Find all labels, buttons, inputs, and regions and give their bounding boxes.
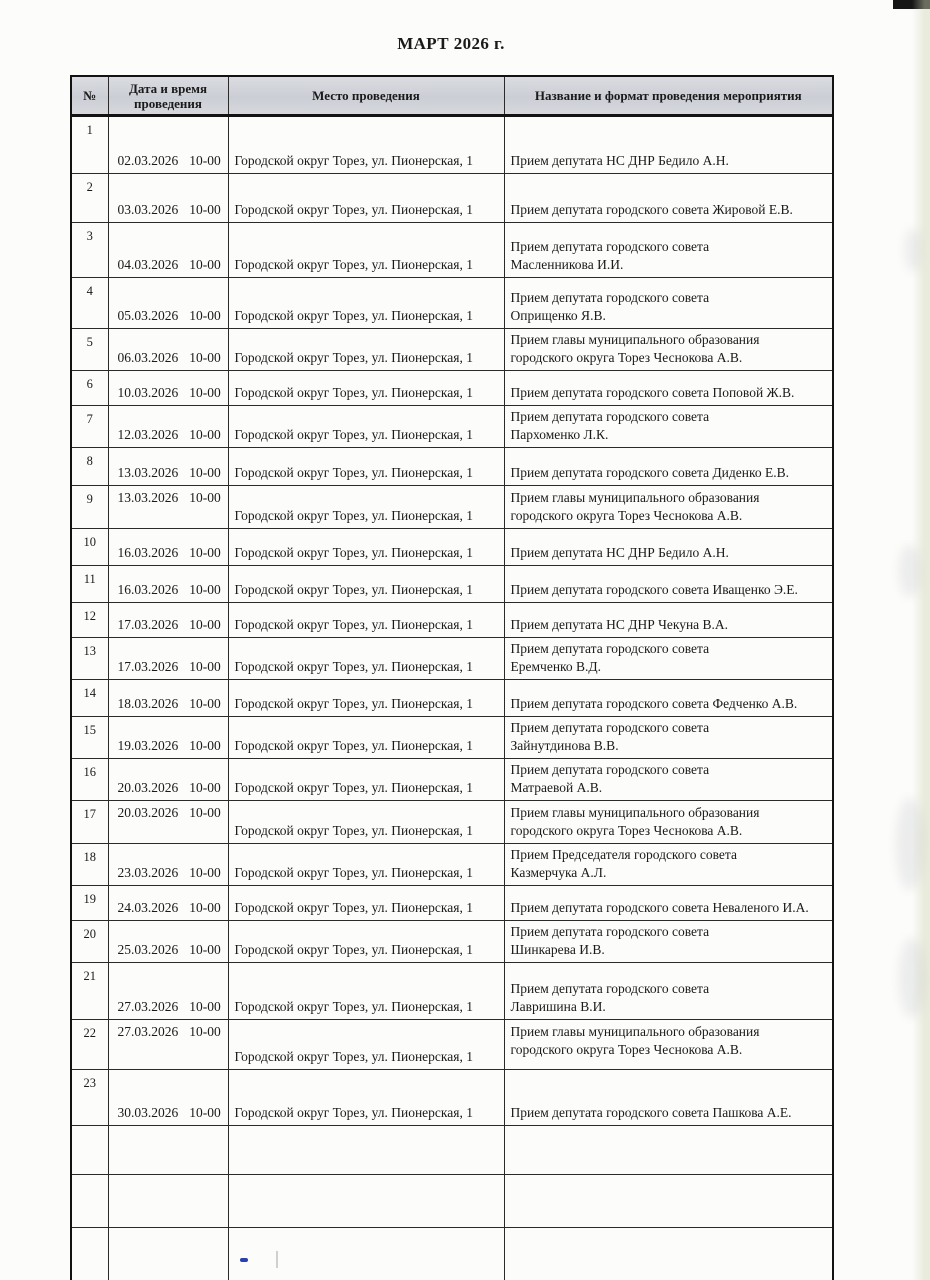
table-row [71, 921, 833, 963]
table-row [71, 638, 833, 680]
row-event-cell: Прием депутата городского совета Пашкова А.Е. [504, 1070, 833, 1126]
scan-artifact-corner-bar [893, 0, 930, 9]
row-event-cell: Прием депутата НС ДНР Чекуна В.А. [504, 603, 833, 638]
table-row [71, 566, 833, 603]
table-row [71, 448, 833, 486]
col-header-place: Место проведения [228, 76, 504, 116]
row-event-cell: Прием депутата городского совета Пархоменко Л.К. [504, 406, 833, 448]
row-place-cell: Городской округ Торез, ул. Пионерская, 1 [228, 1070, 504, 1126]
row-datetime-cell: 16.03.2026 10-00 [108, 529, 228, 566]
col-header-number: № [71, 76, 108, 116]
row-event-cell: Прием депутата городского совета Лавришина В.И. [504, 963, 833, 1020]
row-number-cell: 20 [71, 921, 108, 963]
row-number-cell: 13 [71, 638, 108, 680]
table-row [71, 1228, 833, 1280]
row-event-cell: Прием главы муниципального образования городского округа Торез Чеснокова А.В. [504, 486, 833, 529]
row-place-cell [228, 1228, 504, 1280]
row-number-cell: 10 [71, 529, 108, 566]
row-place-cell: Городской округ Торез, ул. Пионерская, 1 [228, 801, 504, 844]
row-place-cell: Городской округ Торез, ул. Пионерская, 1 [228, 963, 504, 1020]
row-datetime-cell: 27.03.2026 10-00 [108, 963, 228, 1020]
table-row [71, 223, 833, 278]
row-place-cell: Городской округ Торез, ул. Пионерская, 1 [228, 174, 504, 223]
row-event-cell [504, 1228, 833, 1280]
row-event-cell: Прием главы муниципального образования городского округа Торез Чеснокова А.В. [504, 801, 833, 844]
scan-smudge [899, 545, 921, 597]
row-datetime-cell: 12.03.2026 10-00 [108, 406, 228, 448]
table-row [71, 174, 833, 223]
row-place-cell: Городской округ Торез, ул. Пионерская, 1 [228, 371, 504, 406]
table-row [71, 1070, 833, 1126]
table-row [71, 759, 833, 801]
schedule-table [70, 75, 834, 1280]
table-row [71, 603, 833, 638]
row-datetime-cell: 24.03.2026 10-00 [108, 886, 228, 921]
row-event-cell: Прием Председателя городского совета Казмерчука А.Л. [504, 844, 833, 886]
row-number-cell: 18 [71, 844, 108, 886]
row-number-cell: 9 [71, 486, 108, 529]
row-event-cell: Прием депутата городского совета Иващенко Э.Е. [504, 566, 833, 603]
row-event-cell: Прием депутата городского совета Еремченко В.Д. [504, 638, 833, 680]
header-row [71, 76, 833, 116]
row-datetime-cell: 27.03.2026 10-00 [108, 1020, 228, 1070]
row-number-cell: 14 [71, 680, 108, 717]
row-event-cell: Прием главы муниципального образования городского округа Торез Чеснокова А.В. [504, 329, 833, 371]
col-header-event: Название и формат проведения мероприятия [504, 76, 833, 116]
row-place-cell [228, 1175, 504, 1228]
row-datetime-cell [108, 1126, 228, 1175]
table-row [71, 1126, 833, 1175]
row-event-cell: Прием депутата городского совета Зайнутдинова В.В. [504, 717, 833, 759]
row-event-cell: Прием депутата НС ДНР Бедило А.Н. [504, 116, 833, 174]
row-datetime-cell: 13.03.2026 10-00 [108, 486, 228, 529]
row-datetime-cell: 13.03.2026 10-00 [108, 448, 228, 486]
row-place-cell [228, 1126, 504, 1175]
row-place-cell: Городской округ Торез, ул. Пионерская, 1 [228, 278, 504, 329]
table-row [71, 680, 833, 717]
table-row [71, 486, 833, 529]
row-number-cell: 7 [71, 406, 108, 448]
row-datetime-cell: 25.03.2026 10-00 [108, 921, 228, 963]
row-place-cell: Городской округ Торез, ул. Пионерская, 1 [228, 759, 504, 801]
page-title: МАРТ 2026 г. [397, 34, 505, 53]
row-datetime-cell: 10.03.2026 10-00 [108, 371, 228, 406]
row-datetime-cell [108, 1228, 228, 1280]
table-row [71, 406, 833, 448]
row-datetime-cell: 20.03.2026 10-00 [108, 801, 228, 844]
table-row [71, 371, 833, 406]
row-number-cell [71, 1175, 108, 1228]
row-place-cell: Городской округ Торез, ул. Пионерская, 1 [228, 406, 504, 448]
row-number-cell [71, 1228, 108, 1280]
table-row [71, 717, 833, 759]
row-datetime-cell: 20.03.2026 10-00 [108, 759, 228, 801]
table-row [71, 886, 833, 921]
row-place-cell: Городской округ Торез, ул. Пионерская, 1 [228, 921, 504, 963]
row-place-cell: Городской округ Торез, ул. Пионерская, 1 [228, 603, 504, 638]
row-event-cell [504, 1175, 833, 1228]
row-number-cell: 21 [71, 963, 108, 1020]
scan-edge-tint [912, 0, 930, 1280]
row-event-cell: Прием депутата городского совета Матраевой А.В. [504, 759, 833, 801]
row-datetime-cell: 04.03.2026 10-00 [108, 223, 228, 278]
row-place-cell: Городской округ Торез, ул. Пионерская, 1 [228, 638, 504, 680]
row-number-cell: 6 [71, 371, 108, 406]
row-datetime-cell: 17.03.2026 10-00 [108, 603, 228, 638]
row-datetime-cell: 03.03.2026 10-00 [108, 174, 228, 223]
row-place-cell: Городской округ Торез, ул. Пионерская, 1 [228, 1020, 504, 1070]
row-datetime-cell: 23.03.2026 10-00 [108, 844, 228, 886]
row-place-cell: Городской округ Торез, ул. Пионерская, 1 [228, 529, 504, 566]
table-row [71, 329, 833, 371]
row-place-cell: Городской округ Торез, ул. Пионерская, 1 [228, 116, 504, 174]
row-place-cell: Городской округ Торез, ул. Пионерская, 1 [228, 448, 504, 486]
row-number-cell: 11 [71, 566, 108, 603]
row-event-cell [504, 1126, 833, 1175]
row-event-cell: Прием депутата городского совета Диденко Е.В. [504, 448, 833, 486]
table-row [71, 116, 833, 174]
row-number-cell: 3 [71, 223, 108, 278]
row-number-cell: 17 [71, 801, 108, 844]
table-header [71, 76, 833, 116]
row-event-cell: Прием главы муниципального образования городского округа Торез Чеснокова А.В. [504, 1020, 833, 1070]
row-datetime-cell: 17.03.2026 10-00 [108, 638, 228, 680]
row-place-cell: Городской округ Торез, ул. Пионерская, 1 [228, 680, 504, 717]
row-datetime-cell: 18.03.2026 10-00 [108, 680, 228, 717]
row-number-cell: 19 [71, 886, 108, 921]
row-event-cell: Прием депутата городского совета Федченко А.В. [504, 680, 833, 717]
table-row [71, 278, 833, 329]
row-number-cell: 23 [71, 1070, 108, 1126]
row-datetime-cell: 16.03.2026 10-00 [108, 566, 228, 603]
row-event-cell: Прием депутата городского совета Неваленого И.А. [504, 886, 833, 921]
table-row [71, 1020, 833, 1070]
row-place-cell: Городской округ Торез, ул. Пионерская, 1 [228, 886, 504, 921]
scan-smudge [896, 798, 924, 890]
row-number-cell: 2 [71, 174, 108, 223]
row-event-cell: Прием депутата городского совета Шинкарева И.В. [504, 921, 833, 963]
row-datetime-cell: 30.03.2026 10-00 [108, 1070, 228, 1126]
row-place-cell: Городской округ Торез, ул. Пионерская, 1 [228, 329, 504, 371]
row-event-cell: Прием депутата городского совета Поповой Ж.В. [504, 371, 833, 406]
row-place-cell: Городской округ Торез, ул. Пионерская, 1 [228, 844, 504, 886]
row-event-cell: Прием депутата НС ДНР Бедило А.Н. [504, 529, 833, 566]
row-datetime-cell: 02.03.2026 10-00 [108, 116, 228, 174]
table-row [71, 1175, 833, 1228]
row-number-cell: 12 [71, 603, 108, 638]
row-event-cell: Прием депутата городского совета Масленникова И.И. [504, 223, 833, 278]
row-number-cell: 4 [71, 278, 108, 329]
row-number-cell: 5 [71, 329, 108, 371]
row-number-cell: 16 [71, 759, 108, 801]
row-datetime-cell [108, 1175, 228, 1228]
scan-smudge [905, 228, 921, 272]
row-event-cell: Прием депутата городского совета Жировой Е.В. [504, 174, 833, 223]
row-event-cell: Прием депутата городского совета Оприщенко Я.В. [504, 278, 833, 329]
table-row [71, 801, 833, 844]
row-datetime-cell: 19.03.2026 10-00 [108, 717, 228, 759]
row-number-cell: 22 [71, 1020, 108, 1070]
row-place-cell: Городской округ Торез, ул. Пионерская, 1 [228, 486, 504, 529]
row-datetime-cell: 06.03.2026 10-00 [108, 329, 228, 371]
row-number-cell: 1 [71, 116, 108, 174]
table-body [71, 116, 833, 1280]
row-datetime-cell: 05.03.2026 10-00 [108, 278, 228, 329]
col-header-datetime: Дата и время проведения [108, 76, 228, 116]
row-number-cell: 15 [71, 717, 108, 759]
table-row [71, 844, 833, 886]
row-number-cell: 8 [71, 448, 108, 486]
row-place-cell: Городской округ Торез, ул. Пионерская, 1 [228, 223, 504, 278]
table-row [71, 963, 833, 1020]
scan-smudge [899, 938, 925, 1018]
table-row [71, 529, 833, 566]
row-place-cell: Городской округ Торез, ул. Пионерская, 1 [228, 566, 504, 603]
row-number-cell [71, 1126, 108, 1175]
row-place-cell: Городской округ Торез, ул. Пионерская, 1 [228, 717, 504, 759]
